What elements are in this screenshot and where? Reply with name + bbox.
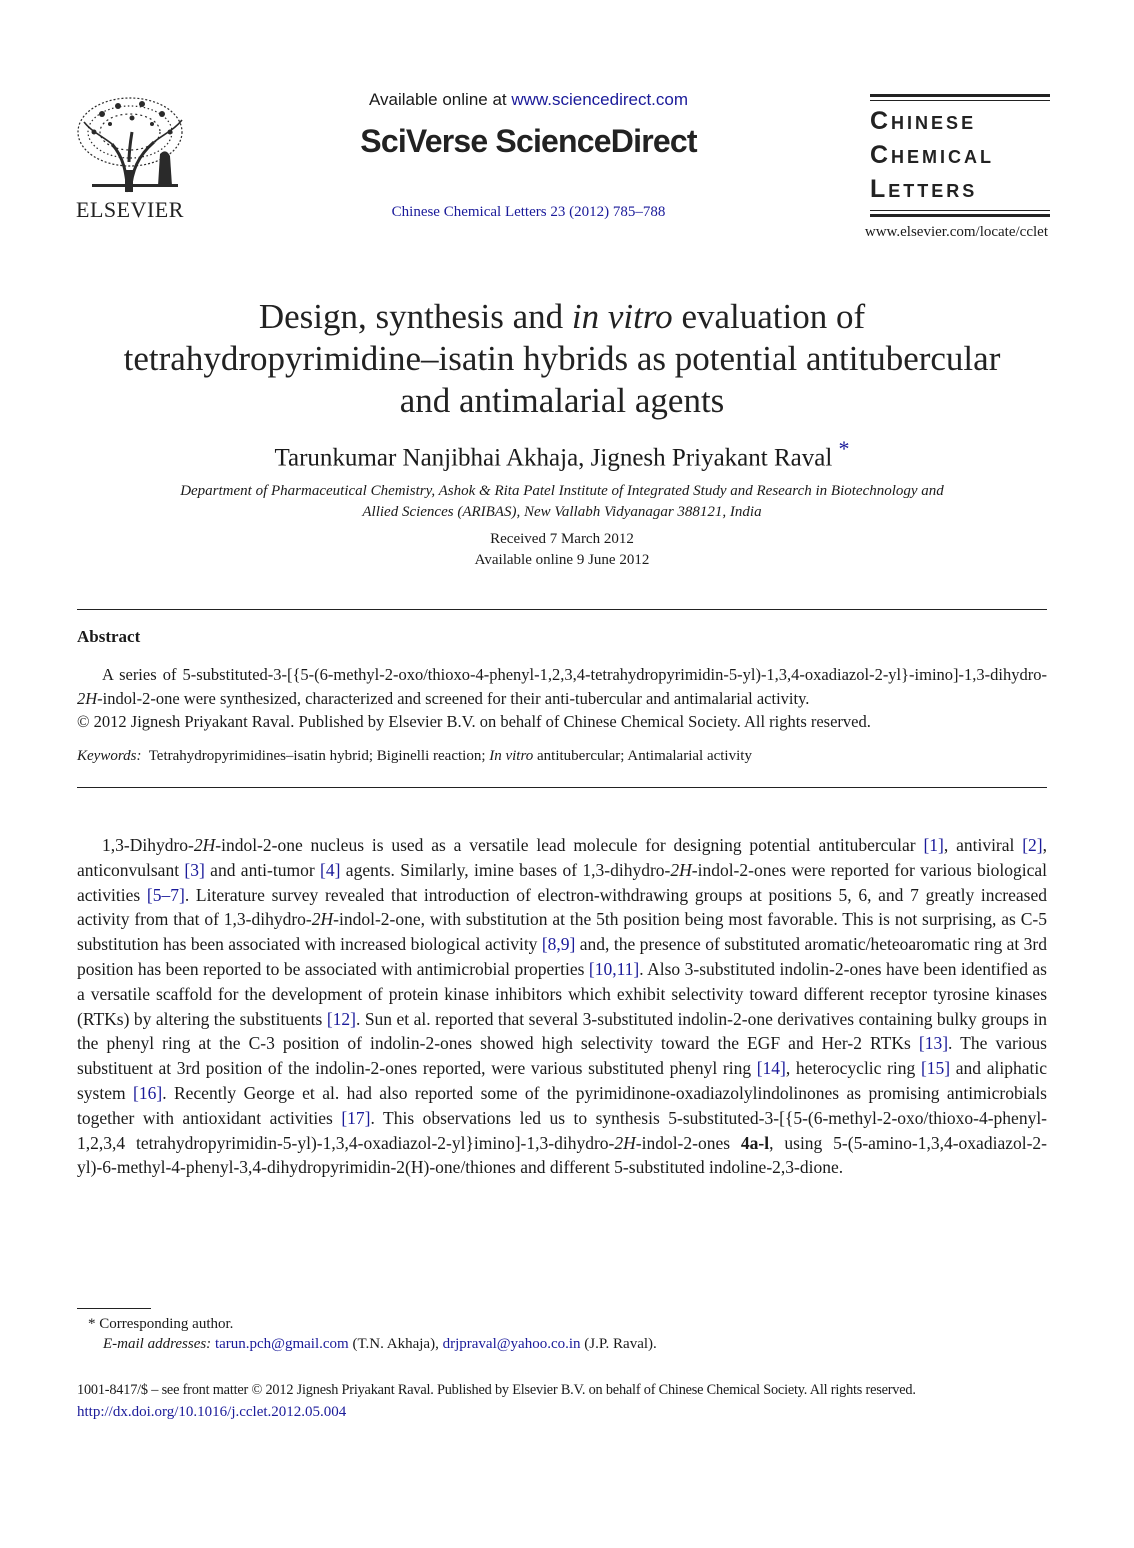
journal-citation-link[interactable]: Chinese Chemical Letters 23 (2012) 785–788 — [391, 204, 666, 220]
affiliation-line: Department of Pharmaceutical Chemistry, Ashok & Rita Patel Institute of Integrated Study and Research in Biotechnology and — [180, 483, 944, 499]
journal-logo-word: Chemical — [870, 141, 995, 169]
abstract-top-rule — [77, 609, 1047, 610]
email-owner: (T.N. Akhaja), — [348, 1336, 443, 1352]
reference-link[interactable]: [15] — [920, 1058, 951, 1079]
reference-link[interactable]: [10,11] — [588, 958, 640, 979]
reference-link[interactable]: [4] — [320, 859, 341, 880]
email-link[interactable]: tarun.pch@gmail.com — [214, 1336, 349, 1352]
body-text: -indol-2-one nucleus is used as a versatile lead molecule for designing potential antitubercular — [215, 835, 924, 855]
body-text: . Literature survey revealed that introduction of electron-withdrawing groups at positions 5, 6, and 7 greatly increased activity from that of 1,3-dihydro- — [77, 884, 1047, 930]
body-text: , antiviral — [943, 835, 1023, 855]
body-text: . Also 3-substituted indolin-2-ones have been identified as a versatile scaffold for the development of protein kinase inhibitors which exhibit selectivity toward different receptor tyrosine kinases (RTKs) by altering the substituents — [77, 958, 1047, 1029]
logo-rule — [870, 100, 1050, 101]
affiliation — [110, 481, 1014, 523]
body-text: , using 5-(5-amino-1,3,4-oxadiazol-2-yl)-6-methyl-4-phenyl-3,4-dihydropyrimidin-2(H)-one/thiones and different 5-substituted indoline-2,3-dione. — [77, 1132, 1047, 1178]
title-part: Design, synthesis and — [258, 297, 572, 336]
article-dates — [120, 529, 1004, 571]
abstract-heading: Abstract — [77, 627, 141, 646]
abstract-copyright: © 2012 Jignesh Priyakant Raval. Published by Elsevier B.V. on behalf of Chinese Chemical Society. All rights reserved. — [77, 712, 871, 731]
paper-title — [120, 296, 1004, 422]
reference-link[interactable]: [13] — [918, 1033, 949, 1054]
keywords-part: antitubercular; Antimalarial activity — [533, 748, 752, 764]
keywords-part: Tetrahydropyrimidines–isatin hybrid; Biginelli reaction; — [148, 748, 490, 764]
reference-link[interactable]: [1] — [923, 835, 944, 855]
abstract-part: -indol-2-one were synthesized, characterized and screened for their anti-tubercular and antimalarial activity. — [97, 688, 810, 708]
corresponding-author-note: * Corresponding author. — [88, 1316, 234, 1332]
body-text: -indol-2-ones — [635, 1132, 741, 1153]
body-text: . This observations led us to synthesis 5-substituted-3-[{5-(6-methyl-2-oxo/thioxo-4-phenyl-1,2,3,4 tetrahydropyrimidin-5-yl)-1,3,4-oxadiazol-2-yl}imino]-1,3-dihydro- — [77, 1107, 1048, 1153]
reference-link[interactable]: [12] — [326, 1008, 356, 1029]
reference-link[interactable]: [8,9] — [541, 934, 576, 955]
journal-logo-word: Chinese — [870, 107, 977, 135]
body-text: , heterocyclic ring — [785, 1058, 921, 1079]
doi-link[interactable]: http://dx.doi.org/10.1016/j.cclet.2012.05.004 — [77, 1404, 347, 1420]
reference-link[interactable]: [17] — [341, 1107, 371, 1128]
logo-rule — [870, 214, 1050, 217]
authors: Tarunkumar Nanjibhai Akhaja, Jignesh Priyakant Raval — [274, 444, 833, 472]
email-link[interactable]: drjpraval@yahoo.co.in — [442, 1336, 581, 1352]
keywords-label: Keywords: — [77, 748, 142, 764]
platform-name: SciVerse ScienceDirect — [360, 123, 697, 159]
corresponding-author-mark[interactable]: * — [838, 436, 850, 461]
author-list — [120, 436, 1004, 472]
body-italic: 2H — [670, 859, 692, 880]
logo-rule — [870, 94, 1050, 97]
body-italic: 2H — [193, 835, 216, 855]
journal-logo — [870, 94, 1050, 220]
title-italic: in vitro — [571, 297, 673, 336]
body-text: . The various substituent at 3rd position of the indolin-2-ones reported, were various substituted phenyl ring — [77, 1033, 1047, 1079]
available-online-prefix: Available online at — [368, 90, 512, 109]
journal-logo-word: Letters — [870, 175, 978, 203]
reference-link[interactable]: [2] — [1022, 835, 1043, 855]
title-part: evaluation of tetrahydropyrimidine–isatin hybrids as potential antitubercular and antimalarial agents — [123, 297, 1001, 420]
abstract-bottom-rule — [77, 787, 1047, 788]
abstract-italic: 2H — [77, 688, 98, 708]
body-text: and aliphatic system — [77, 1058, 1047, 1103]
sciencedirect-link[interactable]: www.sciencedirect.com — [511, 90, 689, 109]
abstract-part: A series of 5-substituted-3-[{5-(6-methyl-2-oxo/thioxo-4-phenyl-1,2,3,4-tetrahydropyrimidin-5-yl)-1,3,4-oxadiazol-2-yl}-imino]-1,3-dihydro- — [102, 665, 1047, 684]
email-owner: (J.P. Raval). — [580, 1336, 657, 1352]
body-text: and, the presence of substituted aromatic/heteoaromatic ring at 3rd position has been reported to be associated with antimicrobial properties — [77, 934, 1047, 979]
email-label: E-mail addresses: — [103, 1336, 212, 1352]
reference-link[interactable]: [16] — [133, 1082, 163, 1103]
keywords-italic: In vitro — [489, 748, 534, 764]
reference-link[interactable]: [5–7] — [146, 884, 185, 905]
reference-link[interactable]: [14] — [756, 1058, 786, 1079]
logo-rule — [870, 210, 1050, 211]
body-text: -indol-2-ones were reported for various biological activities — [77, 859, 1048, 905]
body-italic: 2H — [311, 909, 334, 930]
front-matter-notice: 1001-8417/$ – see front matter © 2012 Jignesh Priyakant Raval. Published by Elsevier B.V. on behalf of Chinese Chemical Society. All rights reserved. — [77, 1382, 916, 1398]
keywords — [77, 748, 1047, 765]
journal-url: www.elsevier.com/locate/cclet — [864, 224, 1048, 240]
affiliation-line: Allied Sciences (ARIBAS), New Vallabh Vidyanagar 388121, India — [362, 504, 762, 520]
email-addresses — [103, 1336, 657, 1353]
reference-link[interactable]: [3] — [184, 859, 205, 880]
body-italic: 2H — [614, 1132, 636, 1153]
body-text: and anti-tumor — [204, 859, 321, 880]
abstract-text — [77, 663, 1047, 734]
body-text: 1,3-Dihydro- — [102, 835, 194, 855]
body-text: -indol-2-one, with substitution at the 5th position being most favorable. This is not surprising, as C-5 substitution has been associated with increased biological activity — [77, 909, 1047, 955]
elsevier-wordmark: ELSEVIER — [76, 197, 184, 222]
body-paragraph — [77, 833, 1047, 1180]
footnote-rule — [77, 1308, 151, 1309]
compound-label: 4a-l — [740, 1132, 770, 1153]
body-text: . Sun et al. reported that several 3-substituted indolin-2-one derivatives containing bulky groups in the phenyl ring at the C-3 position of indolin-2-ones showed high selectivity toward the EGF and Her-2 RTKs — [77, 1008, 1048, 1054]
available-online-date: Available online 9 June 2012 — [474, 552, 650, 568]
body-text: . Recently George et al. had also reported some of the pyrimidinone-oxadiazolylindolinones as promising antimicrobials together with antioxidant activities — [77, 1082, 1047, 1128]
body-text: agents. Similarly, imine bases of 1,3-dihydro- — [340, 859, 671, 880]
received-date: Received 7 March 2012 — [490, 531, 634, 547]
body-text: , anticonvulsant — [77, 835, 1047, 880]
